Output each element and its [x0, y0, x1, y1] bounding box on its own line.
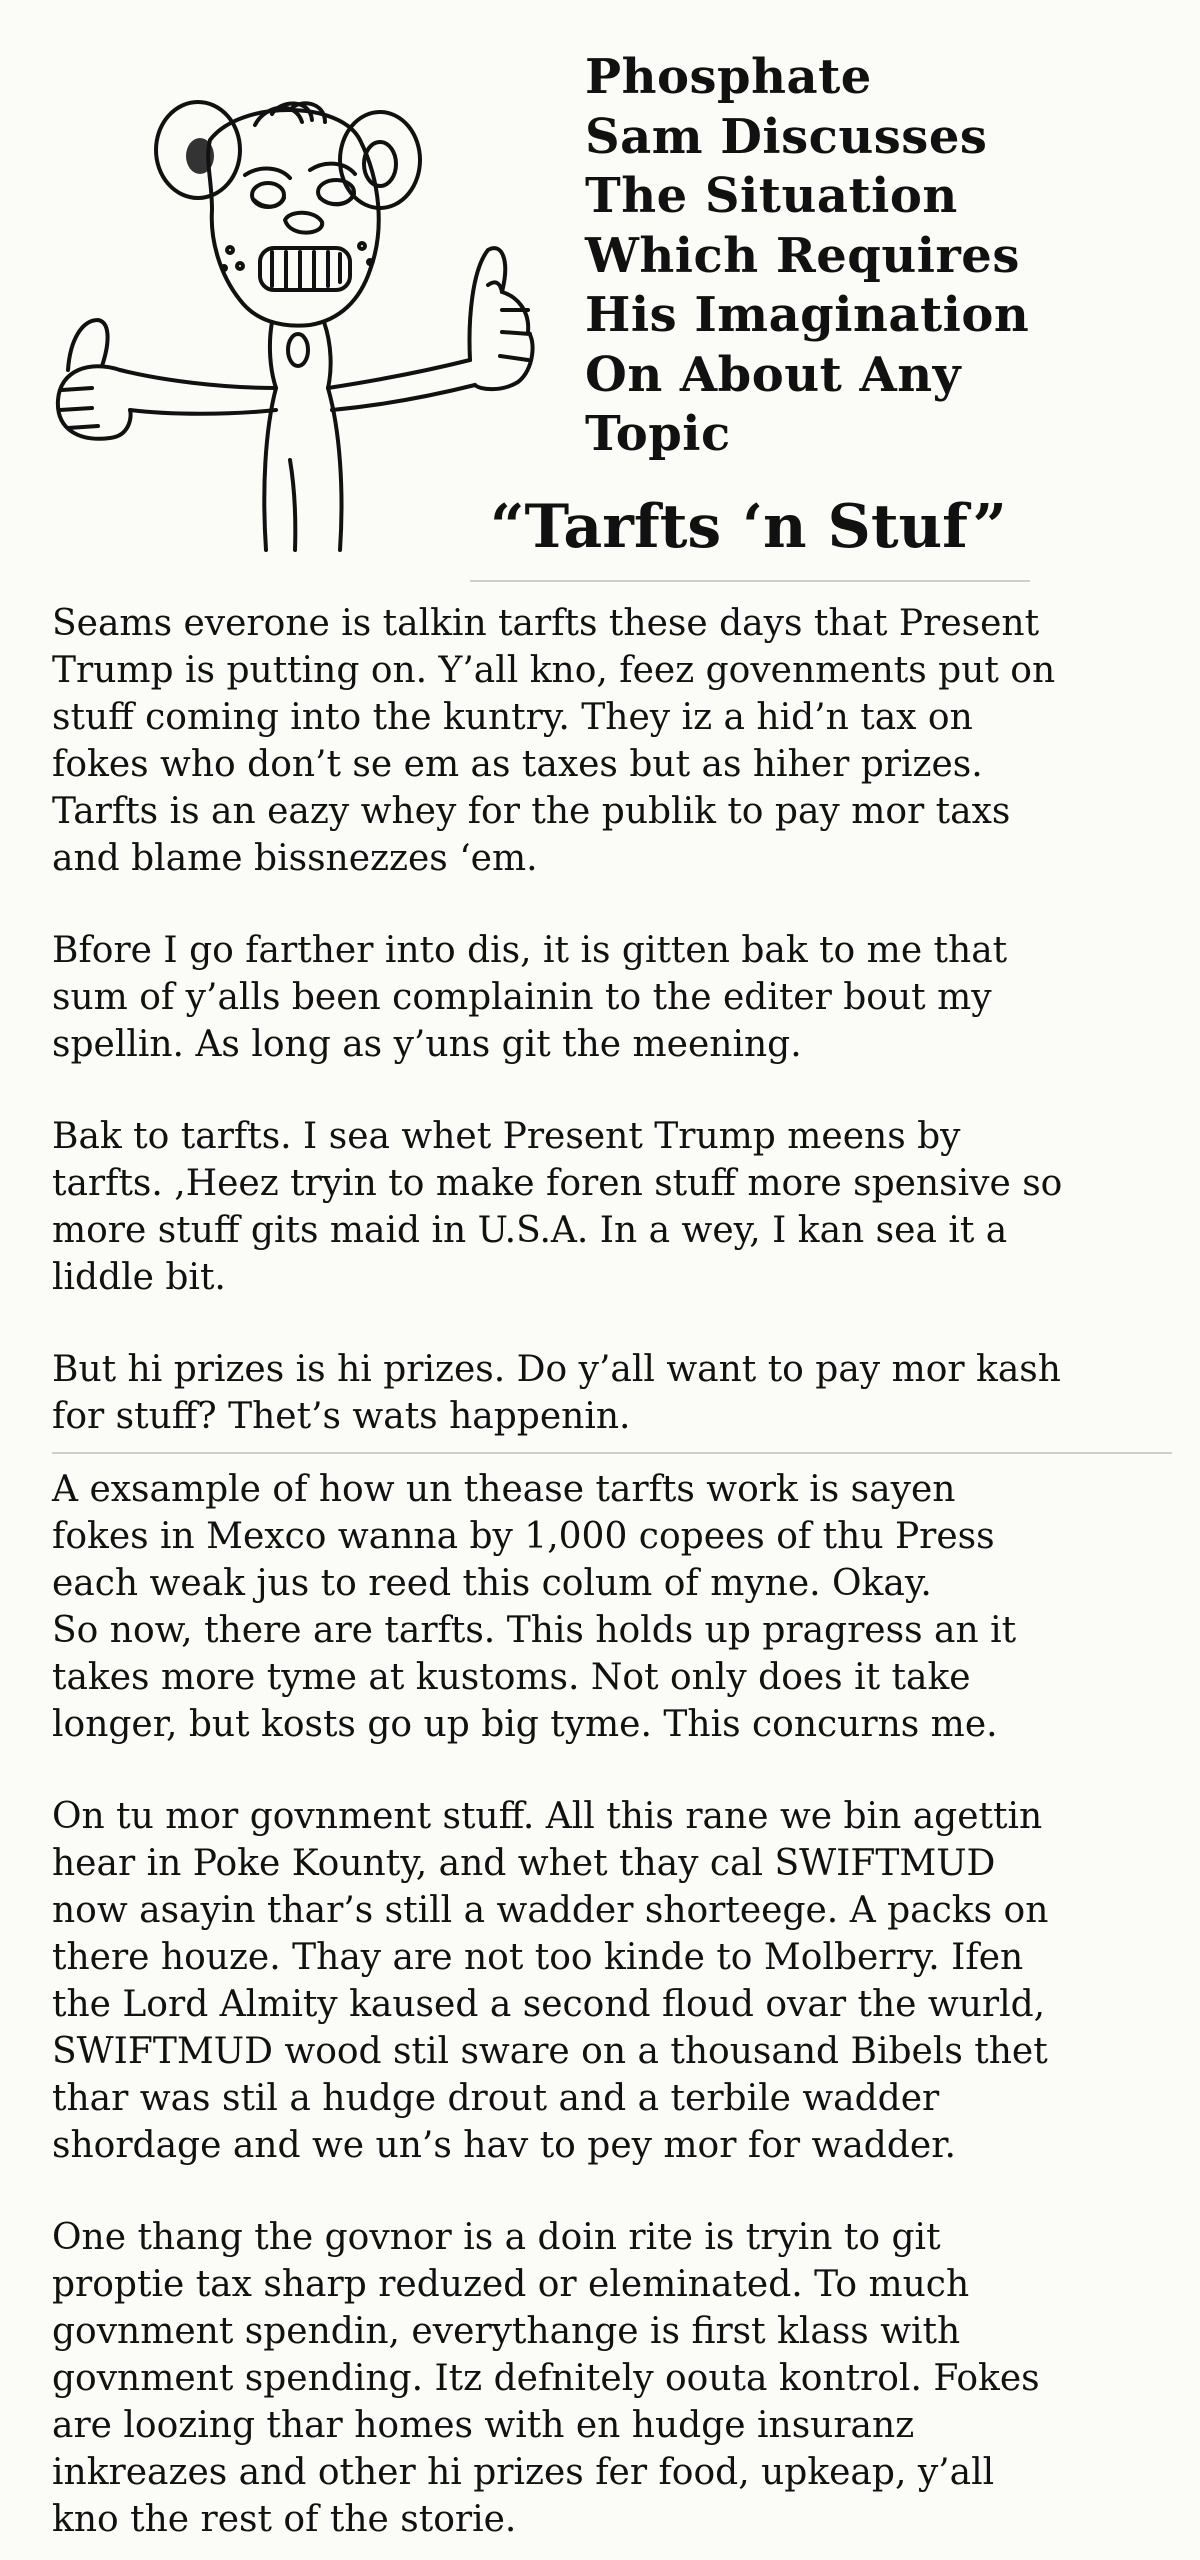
text-line: fokes who don’t se em as taxes but as hiher prizes. — [52, 744, 983, 785]
article-paragraph — [52, 1793, 1197, 2169]
text-line: govnment spendin, everythange is first klass with — [52, 2311, 961, 2352]
text-line: A exsample of how un thease tarfts work is sayen — [52, 1469, 956, 1510]
article-paragraph — [52, 1113, 1197, 1301]
column-title: “Tarfts ‘n Stuf” — [490, 492, 1007, 562]
heading-line: On About Any — [585, 346, 962, 403]
text-line: SWIFTMUD wood stil sware on a thousand Bibels thet — [52, 2031, 1048, 2072]
text-line: govnment spending. Itz defnitely oouta kontrol. Fokes — [52, 2358, 1040, 2399]
text-line: there houze. Thay are not too kinde to Molberry. Ifen — [52, 1937, 1024, 1978]
article-paragraph — [52, 2214, 1197, 2543]
text-line: the Lord Almity kaused a second floud ovar the wurld, — [52, 1984, 1046, 2025]
article-paragraph — [52, 1346, 1197, 1440]
torso — [264, 388, 341, 550]
divider — [470, 580, 1030, 582]
text-line: stuff coming into the kuntry. They iz a hid’n tax on — [52, 697, 973, 738]
heading-line: Phosphate — [585, 49, 872, 105]
right-thumb-hand — [470, 248, 533, 389]
article-body — [52, 600, 1197, 2543]
article-paragraph — [52, 1466, 1197, 1748]
text-line: longer, but kosts go up big tyme. This concurns me. — [52, 1704, 998, 1745]
text-line: takes more tyme at kustoms. Not only does it take — [52, 1657, 971, 1698]
text-line: liddle bit. — [52, 1257, 226, 1298]
text-line: and blame bissnezzes ‘em. — [52, 838, 538, 879]
text-line: On tu mor govnment stuff. All this rane we bin agettin — [52, 1796, 1043, 1837]
text-line: Trump is putting on. Y’all kno, feez govenments put on — [52, 650, 1056, 691]
text-line: tarfts. ,Heez tryin to make foren stuff more spensive so — [52, 1163, 1063, 1204]
text-line: Bak to tarfts. I sea whet Present Trump meens by — [52, 1116, 961, 1157]
heading-line: Sam Discusses — [585, 108, 988, 165]
text-line: for stuff? Thet’s wats happenin. — [52, 1396, 631, 1437]
left-arm — [120, 370, 276, 388]
left-thumb-hand — [58, 320, 131, 439]
text-line: kno the rest of the storie. — [52, 2499, 517, 2540]
text-line: Bfore I go farther into dis, it is gitten bak to me that — [52, 930, 1008, 971]
text-line: each weak jus to reed this colum of myne. Okay. — [52, 1563, 932, 1604]
text-line: But hi prizes is hi prizes. Do y’all want to pay mor kash — [52, 1349, 1061, 1390]
right-arm — [328, 360, 470, 388]
text-line: hear in Poke Kounty, and whet thay cal SWIFTMUD — [52, 1843, 996, 1884]
text-line: spellin. As long as y’uns git the meening. — [52, 1024, 802, 1065]
text-line: inkreazes and other hi prizes fer food, upkeap, y’all — [52, 2452, 995, 2493]
heading-line: The Situation — [585, 168, 958, 224]
text-line: thar was stil a hudge drout and a terbile wadder — [52, 2078, 940, 2119]
article-paragraph — [52, 927, 1197, 1068]
text-line: are loozing thar homes with en hudge insuranz — [52, 2405, 915, 2446]
text-line: One thang the govnor is a doin rite is tryin to git — [52, 2217, 941, 2258]
text-line: now asayin thar’s still a wadder shorteege. A packs on — [52, 1890, 1049, 1931]
text-line: fokes in Mexco wanna by 1,000 copees of thu Press — [52, 1516, 995, 1557]
article-paragraph — [52, 600, 1197, 882]
text-line: sum of y’alls been complainin to the editer bout my — [52, 977, 992, 1018]
heading-line: His Imagination — [585, 287, 1030, 343]
divider — [52, 1452, 1172, 1454]
text-line: Tarfts is an eazy whey for the publik to pay mor taxs — [52, 791, 1011, 832]
text-line: proptie tax sharp reduzed or eleminated. To much — [52, 2264, 970, 2305]
text-line: So now, there are tarfts. This holds up pragress an it — [52, 1610, 1017, 1651]
text-line: shordage and we un’s hav to pey mor for wadder. — [52, 2125, 956, 2166]
feature-heading — [585, 48, 1145, 465]
heading-line: Topic — [585, 406, 731, 462]
text-line: more stuff gits maid in U.S.A. In a wey, I kan sea it a — [52, 1210, 1008, 1251]
heading-line: Which Requires — [585, 227, 1020, 284]
text-line: Seams everone is talkin tarfts these days that Present — [52, 603, 1040, 644]
